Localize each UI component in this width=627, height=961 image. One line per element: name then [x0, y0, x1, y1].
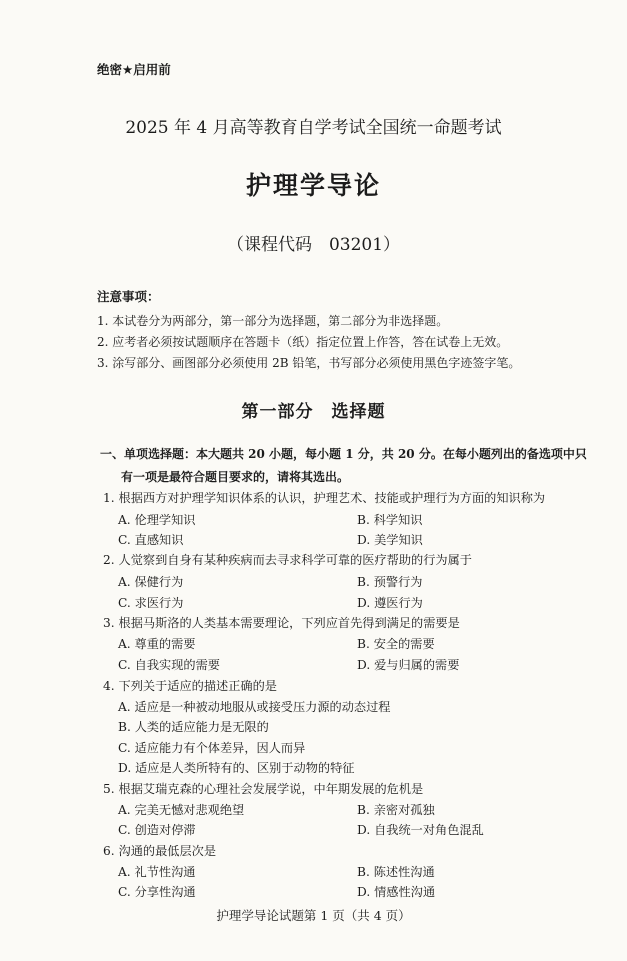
- question-stem: 1. 根据西方对护理学知识体系的认识，护理艺术、技能或护理行为方面的知识称为: [103, 491, 546, 505]
- option-a: A. 完美无憾对悲观绝望: [118, 803, 245, 817]
- part-title: 第一部分 选择题: [241, 402, 386, 422]
- option-b: B. 亲密对孤独: [357, 803, 435, 817]
- option-d: D. 爱与归属的需要: [357, 658, 460, 672]
- option-a: A. 伦理学知识: [118, 513, 196, 527]
- option-d: D. 适应是人类所特有的、区别于动物的特征: [118, 761, 355, 775]
- question-stem: 2. 人觉察到自身有某种疾病而去寻求科学可靠的医疗帮助的行为属于: [103, 553, 472, 567]
- note-item: 2. 应考者必须按试题顺序在答题卡（纸）指定位置上作答，答在试卷上无效。: [97, 335, 509, 349]
- note-item: 1. 本试卷分为两部分，第一部分为选择题，第二部分为非选择题。: [97, 314, 449, 328]
- option-b: B. 陈述性沟通: [357, 865, 435, 879]
- option-b: B. 科学知识: [357, 513, 423, 527]
- question-stem: 5. 根据艾瑞克森的心理社会发展学说，中年期发展的危机是: [103, 782, 424, 796]
- section-instruction-cont: 有一项是最符合题目要求的，请将其选出。: [121, 470, 350, 484]
- option-c: C. 直感知识: [118, 533, 184, 547]
- option-d: D. 自我统一对角色混乱: [357, 823, 484, 837]
- confidential-label: 绝密★启用前: [97, 62, 171, 77]
- note-item: 3. 涂写部分、画图部分必须使用 2B 铅笔，书写部分必须使用黑色字迹签字笔。: [97, 356, 521, 370]
- option-a: A. 尊重的需要: [118, 637, 196, 651]
- option-d: D. 遵医行为: [357, 596, 423, 610]
- option-a: A. 礼节性沟通: [118, 865, 196, 879]
- option-a: A. 适应是一种被动地服从或接受压力源的动态过程: [118, 700, 391, 714]
- option-d: D. 情感性沟通: [357, 885, 436, 899]
- page-footer: 护理学导论试题第 1 页（共 4 页）: [216, 908, 411, 923]
- question-stem: 4. 下列关于适应的描述正确的是: [103, 679, 277, 693]
- section-instruction: 一、单项选择题：本大题共 20 小题，每小题 1 分，共 20 分。在每小题列出的备选项中只: [100, 447, 587, 461]
- option-c: C. 创造对停滞: [118, 823, 196, 837]
- option-c: C. 自我实现的需要: [118, 658, 220, 672]
- option-c: C. 分享性沟通: [118, 885, 196, 899]
- option-b: B. 安全的需要: [357, 637, 435, 651]
- option-d: D. 美学知识: [357, 533, 423, 547]
- option-c: C. 求医行为: [118, 596, 184, 610]
- notes-title: 注意事项：: [97, 289, 160, 304]
- exam-title: 2025 年 4 月高等教育自学考试全国统一命题考试: [125, 118, 502, 138]
- option-c: C. 适应能力有个体差异，因人而异: [118, 741, 306, 755]
- option-b: B. 人类的适应能力是无限的: [118, 720, 269, 734]
- option-a: A. 保健行为: [118, 575, 184, 589]
- question-stem: 6. 沟通的最低层次是: [103, 844, 217, 858]
- subject-title: 护理学导论: [245, 171, 381, 200]
- course-code: （课程代码 03201）: [226, 235, 401, 255]
- question-stem: 3. 根据马斯洛的人类基本需要理论，下列应首先得到满足的需要是: [103, 616, 460, 630]
- option-b: B. 预警行为: [357, 575, 423, 589]
